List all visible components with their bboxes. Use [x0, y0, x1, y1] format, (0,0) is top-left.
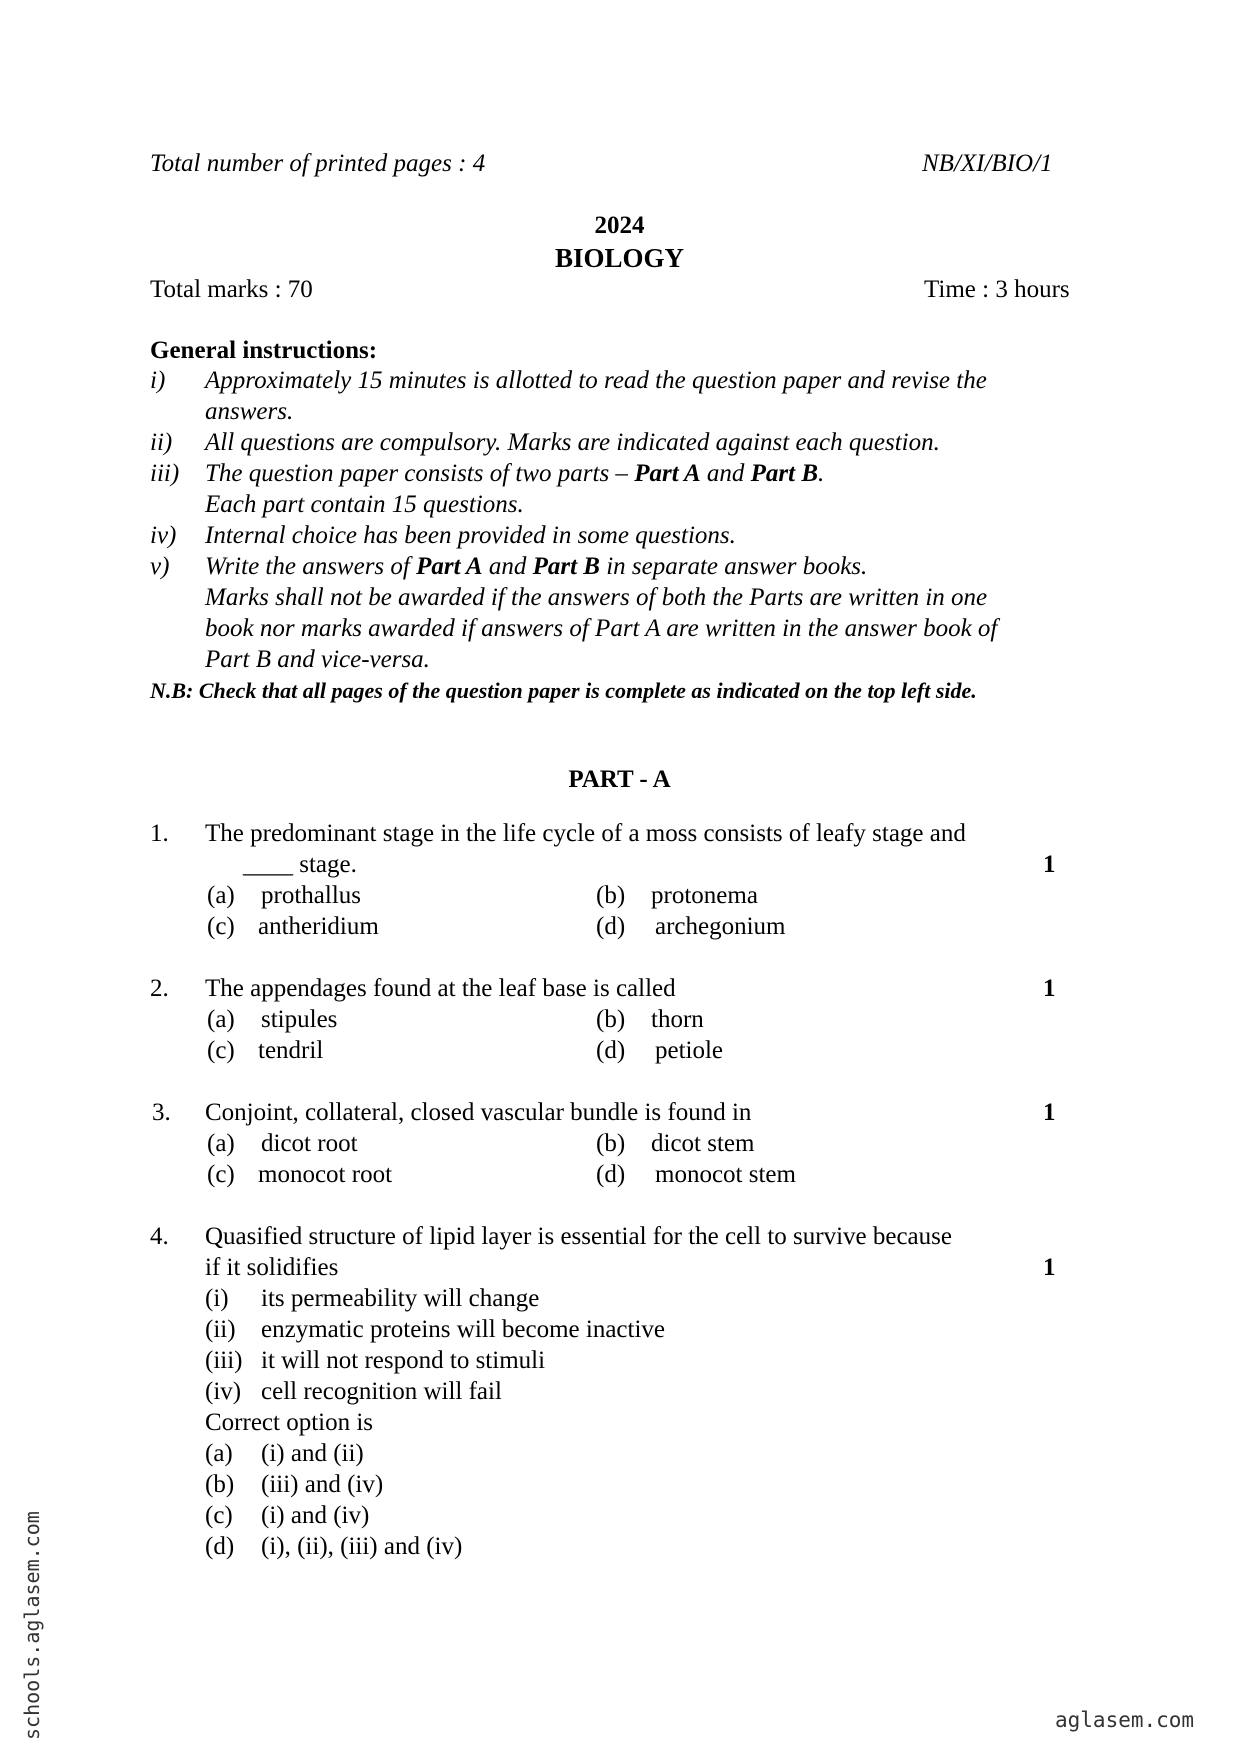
statement-text: enzymatic proteins will become inactive — [261, 1316, 666, 1343]
option-label: (d) — [205, 1533, 235, 1560]
question-text: ____ stage. — [243, 851, 357, 878]
option-text: archegonium — [655, 913, 786, 940]
statement-text: its permeability will change — [261, 1285, 540, 1312]
option-text: dicot stem — [651, 1130, 755, 1157]
option-text: prothallus — [261, 882, 361, 909]
option-label: (b) — [596, 882, 626, 909]
subject-title: BIOLOGY — [554, 243, 685, 273]
option-label: (c) — [207, 1037, 235, 1064]
paper-code: NB/XI/BIO/1 — [922, 150, 1053, 177]
instruction-text: Approximately 15 minutes is allotted to read the question paper and revise the — [205, 367, 987, 394]
statement-label: (ii) — [205, 1316, 236, 1343]
question-marks: 1 — [1043, 851, 1056, 878]
question-text: if it solidifies — [205, 1254, 339, 1281]
nb-note: N.B: Check that all pages of the question paper is complete as indicated on the top left side. — [150, 678, 977, 703]
question-text: The appendages found at the leaf base is called — [205, 975, 676, 1002]
option-label: (a) — [207, 1006, 235, 1033]
option-text: antheridium — [258, 913, 379, 940]
instruction-text: book nor marks awarded if answers of Part A are written in the answer book of — [205, 615, 998, 642]
instruction-number: i) — [150, 367, 166, 394]
option-text: stipules — [261, 1006, 338, 1033]
option-text: (iii) and (iv) — [261, 1471, 384, 1498]
option-text: thorn — [651, 1006, 704, 1033]
option-label: (d) — [596, 1161, 626, 1188]
instruction-number: ii) — [150, 429, 173, 456]
option-label: (b) — [205, 1471, 235, 1498]
option-label: (a) — [207, 882, 235, 909]
option-text: (i) and (iv) — [261, 1502, 370, 1529]
option-text: (i) and (ii) — [261, 1440, 364, 1467]
statement-label: (iii) — [205, 1347, 243, 1374]
option-text: protonema — [651, 882, 758, 909]
option-label: (d) — [596, 913, 626, 940]
instruction-text: All questions are compulsory. Marks are indicated against each question. — [205, 429, 940, 456]
instruction-text: The question paper consists of two parts – Part A and Part B. — [205, 460, 825, 487]
instruction-text: answers. — [205, 398, 294, 425]
option-label: (a) — [207, 1130, 235, 1157]
side-watermark: schools.aglasem.com — [20, 1511, 44, 1740]
instruction-number: iii) — [150, 460, 180, 487]
statement-label: (iv) — [205, 1378, 242, 1405]
instruction-text: Part B and vice-versa. — [205, 646, 430, 673]
question-marks: 1 — [1043, 975, 1056, 1002]
option-text: monocot root — [258, 1161, 393, 1188]
total-marks: Total marks : 70 — [150, 276, 313, 303]
statement-label: (i) — [205, 1285, 229, 1312]
printed-pages-note: Total number of printed pages : 4 — [150, 150, 486, 177]
option-label: (d) — [596, 1037, 626, 1064]
question-marks: 1 — [1043, 1099, 1056, 1126]
question-marks: 1 — [1043, 1254, 1056, 1281]
instructions-heading: General instructions: — [150, 337, 378, 364]
time-allowed: Time : 3 hours — [924, 276, 1070, 303]
question-text: Quasified structure of lipid layer is essential for the cell to survive because — [205, 1223, 952, 1250]
instruction-number: v) — [150, 553, 170, 580]
question-number: 1. — [150, 820, 169, 847]
instruction-text: Internal choice has been provided in some questions. — [205, 522, 736, 549]
exam-year: 2024 — [594, 212, 645, 239]
option-label: (a) — [205, 1440, 233, 1467]
question-number: 2. — [150, 975, 169, 1002]
option-text: dicot root — [261, 1130, 358, 1157]
instruction-text: Each part contain 15 questions. — [205, 491, 524, 518]
option-label: (b) — [596, 1006, 626, 1033]
bottom-watermark: aglasem.com — [1055, 1708, 1195, 1732]
part-title: PART - A — [568, 766, 671, 793]
option-text: petiole — [655, 1037, 724, 1064]
option-text: tendril — [258, 1037, 324, 1064]
correct-option-label: Correct option is — [205, 1409, 374, 1436]
instruction-text: Marks shall not be awarded if the answers of both the Parts are written in one — [205, 584, 988, 611]
option-text: (i), (ii), (iii) and (iv) — [261, 1533, 463, 1560]
instruction-text: Write the answers of Part A and Part B in separate answer books. — [205, 553, 868, 580]
question-number: 3. — [152, 1099, 171, 1126]
question-text: The predominant stage in the life cycle of a moss consists of leafy stage and — [205, 820, 966, 847]
instruction-number: iv) — [150, 522, 177, 549]
option-label: (c) — [207, 913, 235, 940]
option-label: (c) — [205, 1502, 233, 1529]
question-text: Conjoint, collateral, closed vascular bundle is found in — [205, 1099, 752, 1126]
option-label: (c) — [207, 1161, 235, 1188]
option-label: (b) — [596, 1130, 626, 1157]
question-number: 4. — [150, 1223, 169, 1250]
statement-text: it will not respond to stimuli — [261, 1347, 546, 1374]
statement-text: cell recognition will fail — [261, 1378, 502, 1405]
option-text: monocot stem — [655, 1161, 796, 1188]
